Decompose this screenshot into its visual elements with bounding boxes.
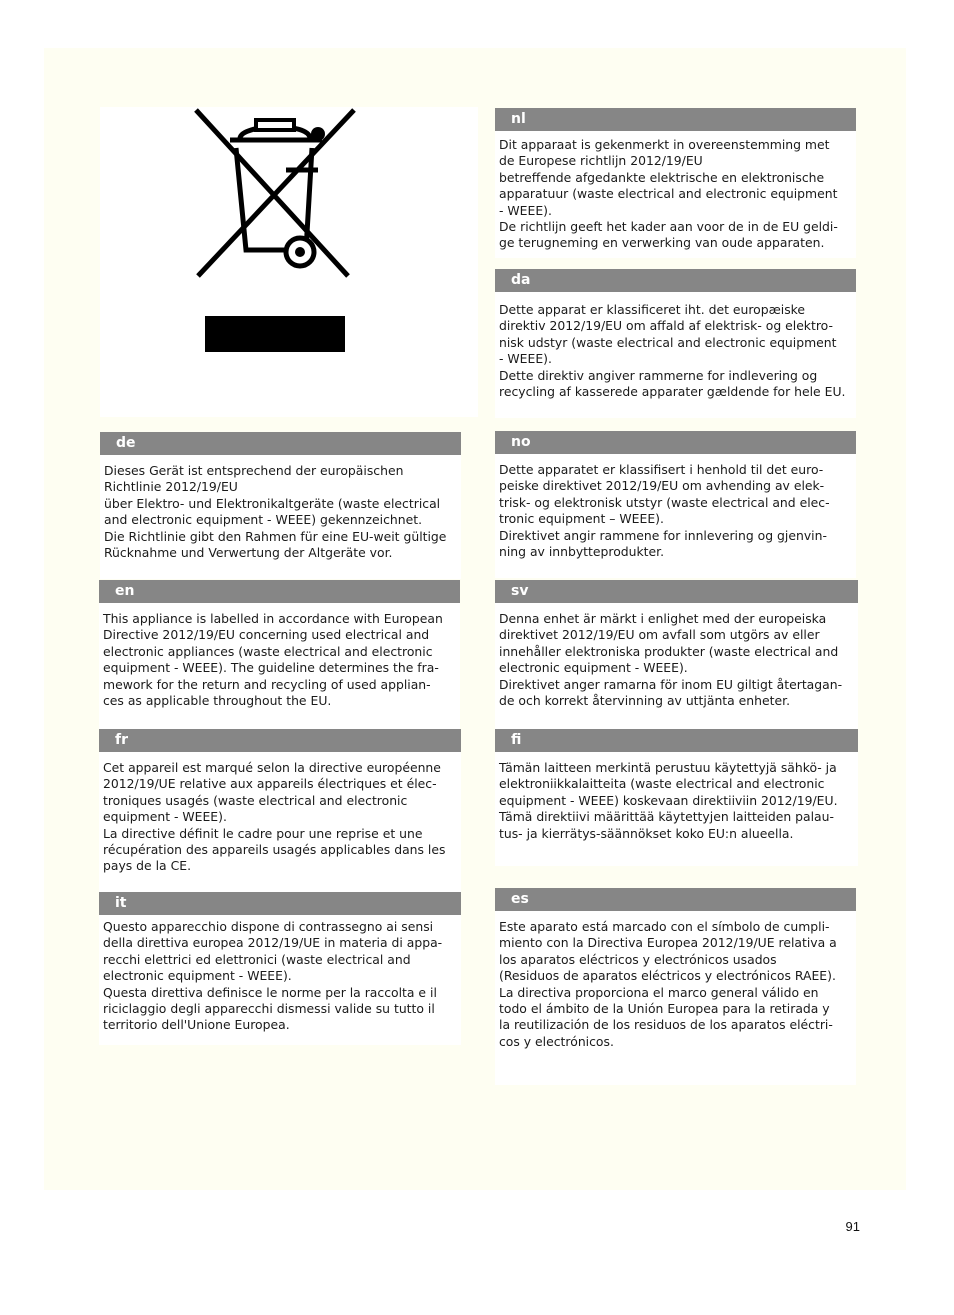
section-text-it: Questo apparecchio dispone di contrassegno ai sensi della direttiva europea 2012/19/UE in materia di appa- recchi elettrici ed elettronici (waste electrical and electronic equipment - WEEE). Questa direttiva definisce le norme per la raccolta e il riciclaggio degli apparecchi dismessi valide su tutto il territorio dell'Unione Europea. xyxy=(99,915,461,1045)
section-text-sv: Denna enhet är märkt i enlighet med der europeiska direktivet 2012/19/EU om avfall som utgörs av eller innehåller elektroniska produkter (waste electrical and electronic equipment - WEEE). Direktivet anger ramarna för inom EU giltigt återtagan- de och korrekt återvinning av uttjänta enheter. xyxy=(495,603,858,729)
section-it xyxy=(99,892,461,1045)
section-es xyxy=(495,888,856,1085)
section-text-no: Dette apparatet er klassifisert i henhold til det euro- peiske direktivet 2012/19/EU om avhending av elek- trisk- og elektronisk utstyr (waste electrical and elec- tronic equipment – WEEE). Direktivet angir rammene for innlevering og gjenvin- ning av innbytteprodukter. xyxy=(495,454,856,578)
section-header-da: da xyxy=(495,269,856,292)
section-header-de: de xyxy=(100,432,461,455)
section-text-es: Este aparato está marcado con el símbolo de cumpli- miento con la Directiva Europea 2012/19/UE relativa a los aparatos eléctricos y electrónicos usados (Residuos de aparatos eléctricos y electrónicos RAEE). La directiva proporciona el marco general válido en todo el ámbito de la Unión Europea para la retirada y la reutilización de los residuos de los aparatos eléctri- cos y electrónicos. xyxy=(495,911,856,1085)
section-text-fr: Cet appareil est marqué selon la directive européenne 2012/19/UE relative aux appareils électriques et élec- troniques usagés (waste electrical and electronic equipment - WEEE). La directive définit le cadre pour une reprise et une récupération des appareils usagés applicables dans les pays de la CE. xyxy=(99,752,461,894)
section-fi xyxy=(495,729,858,866)
section-text-fi: Tämän laitteen merkintä perustuu käytettyjä sähkö- ja elektroniikkalaitteita (waste electrical and electronic equipment - WEEE) koskevaan direktiiviin 2012/19/EU. Tämä direktiivi määrittää käytettyjen laitteiden palau- tus- ja kierrätys-säännökset koko EU:n alueella. xyxy=(495,752,858,866)
section-sv xyxy=(495,580,858,729)
section-header-no: no xyxy=(495,431,856,454)
section-text-en: This appliance is labelled in accordance with European Directive 2012/19/EU concerning used electrical and electronic appliances (waste electrical and electronic equipment - WEEE). The guideline determines the fra- mework for the return and recycling of used applian- ces as applicable throughout the EU. xyxy=(99,603,460,729)
section-da xyxy=(495,269,856,418)
black-bar xyxy=(205,316,345,352)
crossed-out-wheelie-bin-icon xyxy=(190,104,360,282)
section-nl xyxy=(495,108,856,258)
section-header-nl: nl xyxy=(495,108,856,131)
section-text-nl: Dit apparaat is gekenmerkt in overeenstemming met de Europese richtlijn 2012/19/EU betreffende afgedankte elektrische en elektronische apparatuur (waste electrical and electronic equipment - WEEE). De richtlijn geeft het kader aan voor de in de EU geldi- ge terugneming en verwerking van oude apparaten. xyxy=(495,131,856,258)
section-header-en: en xyxy=(99,580,460,603)
page-number: 91 xyxy=(845,1219,860,1234)
section-text-da: Dette apparat er klassificeret iht. det europæiske direktiv 2012/19/EU om affald af elektrisk- og elektro- nisk udstyr (waste electrical and electronic equipment - WEEE). Dette direktiv angiver rammerne for indlevering og recycling af kasserede apparater gældende for hele EU. xyxy=(495,292,856,418)
section-header-it: it xyxy=(99,892,461,915)
section-header-sv: sv xyxy=(495,580,858,603)
section-header-es: es xyxy=(495,888,856,911)
section-header-fr: fr xyxy=(99,729,461,752)
section-no xyxy=(495,431,856,578)
section-de xyxy=(100,432,461,579)
section-header-fi: fi xyxy=(495,729,858,752)
section-fr xyxy=(99,729,461,894)
section-text-de: Dieses Gerät ist entsprechend der europäischen Richtlinie 2012/19/EU über Elektro- und Elektronikaltgeräte (waste electrical and electronic equipment - WEEE) gekennzeichnet. Die Richtlinie gibt den Rahmen für eine EU-weit gültige Rücknahme und Verwertung der Altgeräte vor. xyxy=(100,455,461,579)
section-en xyxy=(99,580,460,729)
